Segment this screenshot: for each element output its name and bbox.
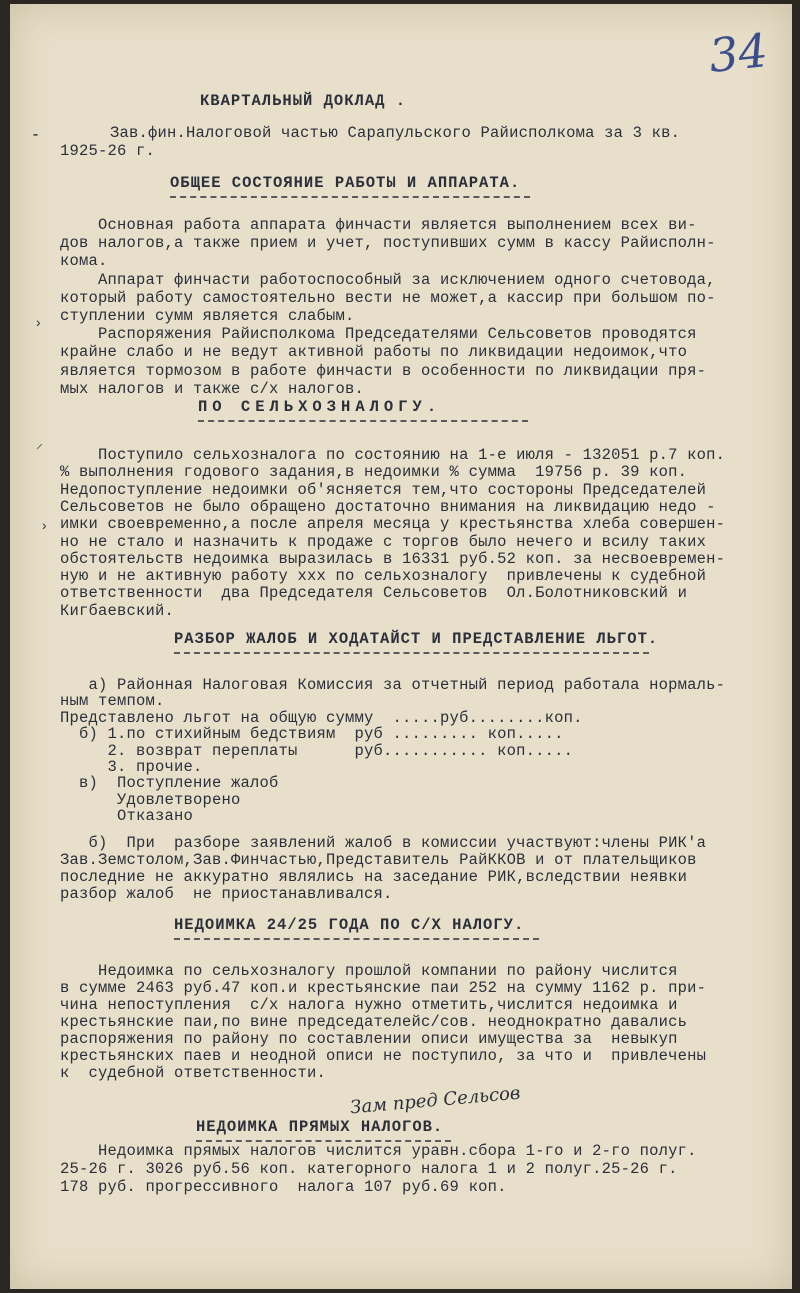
document-subtitle-line-2: 1925-26 г. [60, 142, 156, 160]
margin-mark: ⁃ [32, 129, 39, 145]
text-line: Представлено льгот на общую сумму .....руб........коп. [60, 708, 583, 727]
text-line: Недоимка по сельхозналогу прошлой компании по району числится [60, 962, 678, 980]
text-line: Отказано [60, 807, 194, 826]
text-line: Удовлетворено [60, 790, 241, 809]
text-line: ную и не активную работу ххх по сельхозналогу привлечены к судебной [60, 567, 707, 586]
margin-mark: ⸝ [36, 437, 43, 453]
text-line: к судебной ответственности. [60, 1064, 327, 1082]
document-title: КВАРТАЛЬНЫЙ ДОКЛАД . [200, 92, 407, 110]
text-line: ным темпом. [60, 692, 165, 711]
text-line: б) При разборе заявлений жалоб в комиссии участвуют:члены РИК'а [60, 834, 707, 852]
section-1-underline [170, 196, 530, 198]
text-line: Аппарат финчасти работоспособный за исключением одного счетовода, [60, 270, 716, 289]
text-line: крайне слабо и не ведут активной работы по ликвидации недоимок,что [60, 343, 688, 362]
text-line: Недопоступление недоимки об'ясняется тем,что состороны Председателей [60, 480, 707, 499]
text-line: 178 руб. прогрессивного налога 107 руб.69 коп. [60, 1178, 507, 1196]
text-line: Недоимка прямых налогов числится уравн.сбора 1-го и 2-го полуг. [60, 1142, 697, 1160]
margin-mark: › [34, 316, 43, 332]
margin-mark: › [40, 519, 49, 535]
text-line: ответственности два Председателя Сельсоветов Ол.Болотниковский и [60, 584, 688, 603]
text-line: последние не аккуратно являлись на заседание РИК,вследствии неявки [60, 868, 688, 886]
text-line: 25-26 г. 3026 руб.56 коп. категорного налога 1 и 2 полуг.25-26 г. [60, 1160, 678, 1178]
text-line: который работу самостоятельно вести не может,а кассир при большом по- [60, 288, 716, 307]
section-3-underline [174, 652, 649, 654]
section-3-heading: РАЗБОР ЖАЛОБ И ХОДАТАЙСТ И ПРЕДСТАВЛЕНИЕ ЛЬГОТ. [174, 630, 659, 648]
section-1-heading: ОБЩЕЕ СОСТОЯНИЕ РАБОТЫ И АППАРАТА. [170, 174, 521, 192]
text-line: 3. прочие. [60, 758, 203, 776]
text-line: а) Районная Налоговая Комиссия за отчетный период работала нормаль- [60, 676, 726, 694]
text-line: является тормозом в работе финчасти в особенности по ликвидации пря- [60, 361, 707, 380]
text-line: крестьянские паи,по вине председателейс/сов. неоднократно давались [60, 1013, 688, 1031]
text-line: ступлении сумм является слабым. [60, 307, 355, 325]
text-line: Поступило сельхозналога по состоянию на 1-е июля - 132051 р.7 коп. [60, 446, 726, 464]
text-line: дов налогов,а также прием и учет, поступивших сумм в кассу Райисполн- [60, 234, 716, 253]
section-2-underline [198, 420, 528, 422]
text-line: % выполнения годового задания,в недоимки % сумма 19756 р. 39 коп. [60, 463, 688, 482]
section-4-heading: НЕДОИМКА 24/25 ГОДА ПО С/Х НАЛОГУ. [174, 916, 525, 934]
text-line: мых налогов и также с/х налогов. [60, 379, 365, 398]
section-2-heading: ПО СЕЛЬХОЗНАЛОГУ. [198, 398, 442, 416]
text-line: но не стало и назначить к продаже с торгов было нечего и всилу таких [60, 532, 707, 551]
archive-page-number: 34 [706, 23, 771, 83]
text-line: имки своевременно,а после апреля месяца у крестьянства хлеба совершен- [60, 515, 726, 534]
text-line: Сельсоветов не было обращено достаточно внимания на ликвидацию недо - [60, 497, 716, 516]
text-line: кома. [60, 252, 108, 271]
text-line: крестьянских паев и неодной описи не поступило, за что и привлечены [60, 1047, 707, 1065]
text-line: б) 1.по стихийным бедствиям руб ......... коп..... [60, 725, 564, 744]
text-line: Распоряжения Райисполкома Председателями Сельсоветов проводятся [60, 325, 697, 344]
text-line: в сумме 2463 руб.47 коп.и крестьянские паи 252 на сумму 1162 р. при- [60, 979, 707, 997]
section-4-underline [174, 938, 539, 940]
text-line: Зав.Земстолом,Зав.Финчастью,Представитель РайККОВ и от плательщиков [60, 851, 697, 869]
text-line: Кигбаевский. [60, 601, 175, 620]
text-line: чина непоступления с/х налога нужно отметить,числится недоимка и [60, 996, 678, 1014]
text-line: Основная работа аппарата финчасти является выполнением всех ви- [60, 216, 697, 234]
handwritten-note: Зам пред Сельсов [349, 1082, 522, 1119]
document-page [10, 4, 792, 1289]
text-line: в) Поступление жалоб [60, 774, 279, 793]
document-subtitle-line-1: Зав.фин.Налоговой частью Сарапульского Райисполкома за 3 кв. [110, 124, 681, 142]
text-line: 2. возврат переплаты руб........... коп..... [60, 741, 574, 760]
text-line: разбор жалоб не приостанавливался. [60, 885, 393, 903]
text-line: обстоятельств недоимка выразилась в 16331 руб.52 коп. за несвоевремен- [60, 549, 726, 568]
text-line: распоряжения по району по составлении описи имущества за невыкуп [60, 1030, 678, 1048]
section-5-heading: НЕДОИМКА ПРЯМЫХ НАЛОГОВ. [196, 1118, 444, 1136]
